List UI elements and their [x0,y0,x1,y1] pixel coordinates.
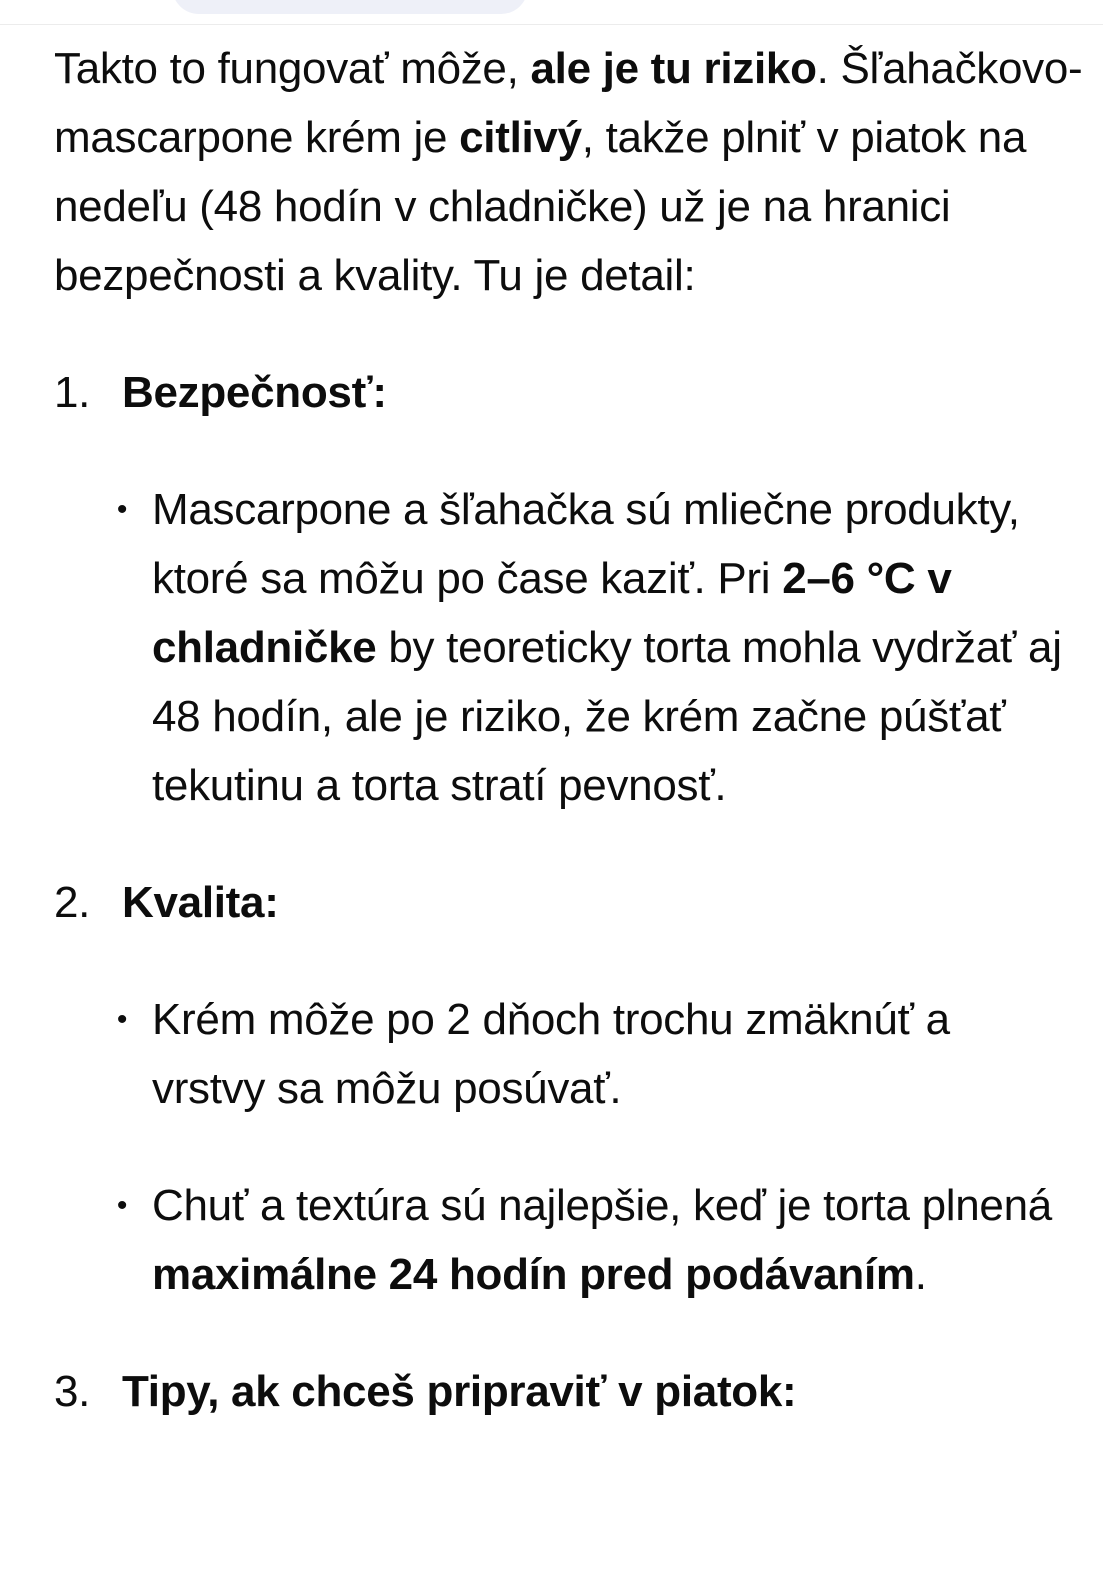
assistant-message [54,34,1103,1426]
bullet-bold: maximálne 24 hodín pred podávaním [152,1250,915,1299]
section-quality [54,868,1103,1309]
section-heading [54,358,1103,427]
bullet-text: . [914,1250,927,1299]
intro-text-1: Takto to fungovať môže, [54,44,531,93]
bullet-icon: • [116,493,128,526]
section-heading [54,1357,1103,1426]
bullet-icon: • [116,1189,128,1222]
bullet-text: Mascarpone a šľahačka sú mliečne produkty, ktoré sa môžu po čase kaziť. Pri [152,485,1020,603]
section-title: Tipy, ak chceš pripraviť v piatok: [122,1367,797,1416]
intro-text-3: , takže plniť v piatok na nedeľu (48 hodín v chladničke) už je na hranici bezpečnosti a kvality. Tu je detail: [54,113,1027,300]
bullet-icon: • [116,1003,128,1036]
section-heading [54,868,1103,937]
bullet-text: Krém môže po 2 dňoch trochu zmäknúť a vrstvy sa môžu posúvať. [152,995,950,1113]
bullet-text: Chuť a textúra sú najlepšie, keď je torta plnená [152,1181,1052,1230]
list-item [116,475,1072,820]
section-title: Bezpečnosť: [122,368,387,417]
list-item [116,985,1072,1123]
intro-bold-1: ale je tu riziko [530,44,817,93]
section-tips [54,1357,1103,1426]
bullet-list [116,475,1103,820]
bullet-list [116,985,1103,1309]
bullet-text: by teoreticky torta mohla vydržať aj 48 hodín, ale je riziko, že krém začne púšťať tekutinu a torta stratí pevnosť. [152,623,1062,810]
intro-text-2: . Šľahačkovo-mascarpone krém je [54,44,1083,162]
section-number: 2. [54,878,91,927]
intro-paragraph [54,34,1103,310]
section-number: 3. [54,1367,91,1416]
section-title: Kvalita: [122,878,279,927]
previous-message-bubble [172,0,528,14]
list-item [116,1171,1072,1309]
bullet-bold: 2–6 °C v chladničke [152,554,952,672]
section-number: 1. [54,368,91,417]
divider [0,24,1103,25]
intro-bold-2: citlivý [459,113,582,162]
section-safety [54,358,1103,820]
